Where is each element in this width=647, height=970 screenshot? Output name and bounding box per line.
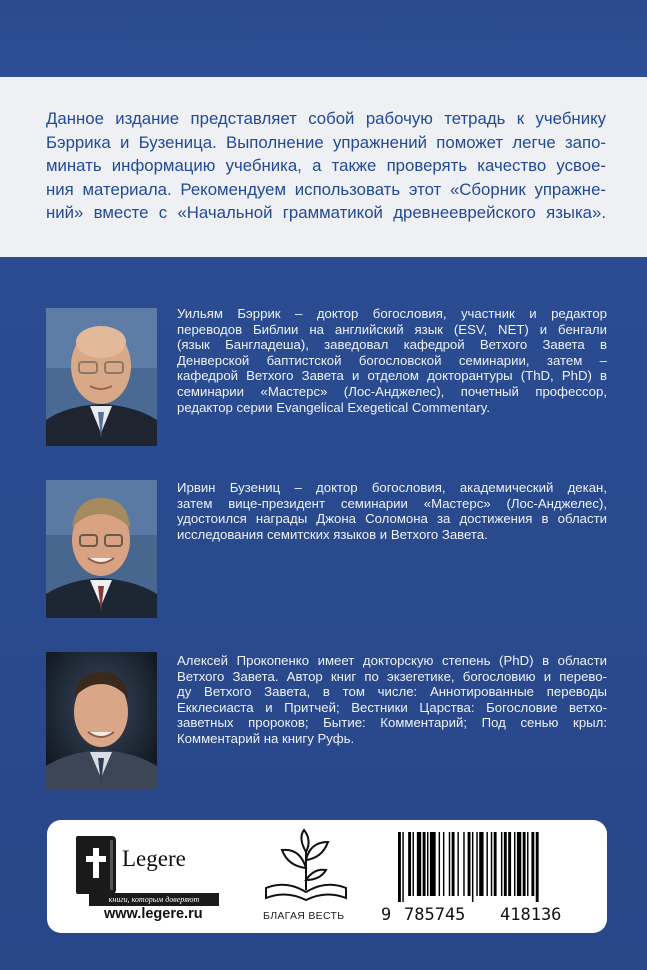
author-bio-barrick xyxy=(177,306,607,415)
bio-line: семинарии «Мастерс» (Лос-Анджелес), почетный профессор, xyxy=(177,383,607,399)
publisher-logo-text: Legere xyxy=(122,846,186,871)
top-band xyxy=(0,0,647,77)
bio-line: исследования семитских языков и Ветхого Завета. xyxy=(177,526,488,542)
bio-line: Ирвин Бузениц – доктор богословия, академический декан, xyxy=(177,480,607,495)
intro-section xyxy=(0,77,647,257)
bio-line: Уильям Бэррик – доктор богословия, участник и редактор xyxy=(177,306,607,321)
bio-line: Екклесиаста и Притчей; Вестники Царства: Богословие ветхо- xyxy=(177,699,607,715)
isbn-barcode xyxy=(396,832,586,902)
publisher-url: www.legere.ru xyxy=(104,906,203,922)
intro-line: ния материала. Рекомендуем использовать этот «Сборник упражне- xyxy=(46,179,606,199)
bio-line: (язык Бангладеша), заведовал кафедрой Ветхого Завета в xyxy=(177,337,607,353)
barcode-group-2: 418136 xyxy=(500,905,562,925)
bio-line: ду Ветхого Завета, в том числе: Аннотированные переводы xyxy=(177,684,607,700)
bio-line: Комментарий на книгу Руфь. xyxy=(177,730,355,746)
intro-line: Бэррика и Бузеница. Выполнение упражнений поможет легче запо- xyxy=(46,132,606,152)
bio-line: заветных пророков; Бытие: Комментарий; Под сенью крыл: xyxy=(177,715,607,731)
author-photo-barrick xyxy=(46,308,157,446)
bio-line: затем вице-президент семинарии «Мастерс» (Лос-Анджелес), xyxy=(177,495,607,511)
bio-line: удостоился награды Джона Соломона за достижения в области xyxy=(177,511,607,527)
intro-text xyxy=(46,107,606,225)
publisher-tagline: книги, которым доверяют xyxy=(89,893,219,906)
barcode-lead-digit: 9 xyxy=(381,905,392,925)
intro-line: Данное издание представляет собой рабочую тетрадь к учебнику xyxy=(46,109,606,128)
bio-line: Алексей Прокопенко имеет докторскую степень (PhD) в области xyxy=(177,653,607,668)
bio-line: Денверской баптистской богословской семинарии, затем – xyxy=(177,352,607,368)
bio-line: редактор серии Evangelical Exegetical Commentary. xyxy=(177,399,490,415)
barcode-group-1: 785745 xyxy=(404,905,466,925)
book-cross-icon xyxy=(76,836,116,894)
bio-line: Ветхого Завета. Автор книг по экзегетике, богословию и перево- xyxy=(177,668,607,684)
author-bio-prokopenko xyxy=(177,653,607,747)
author-photo-prokopenko xyxy=(46,652,157,790)
copublisher-name: БЛАГАЯ ВЕСТЬ xyxy=(263,910,345,922)
bio-line: переводов Библии на английский язык (ESV, NET) и бенгали xyxy=(177,321,607,337)
intro-line: ний» вместе с «Начальной грамматикой древнееврейского языка». xyxy=(46,203,606,222)
intro-line: минать информацию учебника, а также проверять качество усвое- xyxy=(46,156,606,175)
author-bio-busenitz xyxy=(177,480,607,542)
author-photo-busenitz xyxy=(46,480,157,618)
bio-line: кафедрой Ветхого Завета и отделом докторантуры (ThD, PhD) в xyxy=(177,368,607,384)
sprout-book-icon xyxy=(258,828,354,902)
